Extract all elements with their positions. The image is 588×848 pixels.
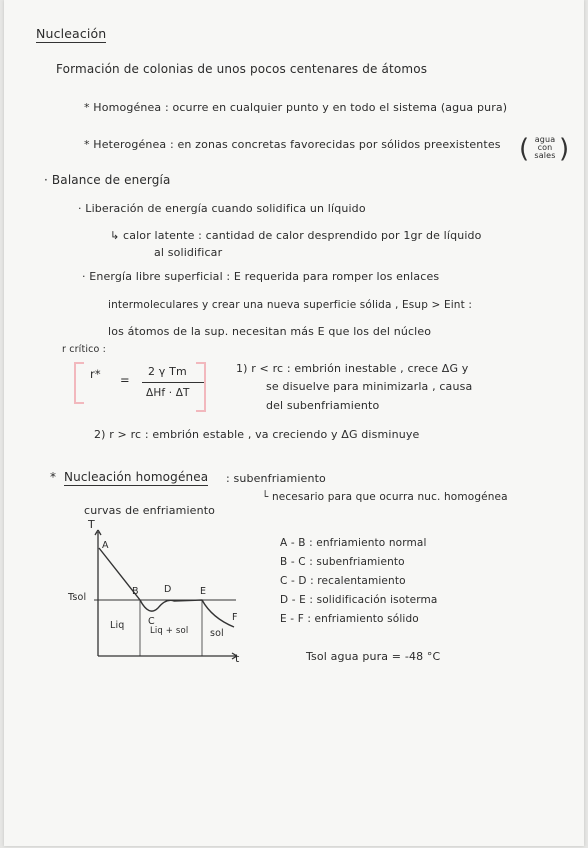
balance-heading: · Balance de energía [44,173,171,187]
case1-line3: del subenfriamiento [266,399,380,412]
y-axis-label: T [88,518,95,531]
legend-ef: E - F : enfriamiento sólido [280,613,419,625]
point-f: F [232,612,238,623]
note-word-1: agua [534,135,556,144]
y-axis-arrow-right [98,530,101,535]
section-bullet: * [50,470,57,484]
point-c: C [148,616,155,627]
heterogenea-definition: * Heterogénea : en zonas concretas favorecidas por sólidos preexistentes [84,138,501,151]
point-e: E [200,586,207,597]
legend-bc: B - C : subenfriamiento [280,556,405,568]
superficial-line1: · Energía libre superficial : E requerida para romper los enlaces [82,270,440,283]
legend-cd: C - D : recalentamiento [280,575,406,587]
case1-line2: se disuelve para minimizarla , causa [266,380,473,393]
x-axis-label: t [235,652,240,665]
formula-equals: = [120,373,130,387]
r-critico-label: r crítico : [62,344,106,355]
tsol-agua-pura: Tsol agua pura = -48 °C [306,650,441,663]
region-liq: Liq [110,620,125,631]
point-d: D [164,584,172,595]
point-b: B [132,586,139,597]
region-sol: sol [210,628,224,639]
formula-highlight-right [196,362,206,412]
legend-de: D - E : solidificación isoterma [280,594,438,606]
legend-ab: A - B : enfriamiento normal [280,537,427,549]
note-right-paren: ) [559,134,570,164]
note-word-2: con [537,143,553,152]
calor-latente-line2: al solidificar [154,246,223,259]
note-left-paren: ( [519,134,530,164]
subenfriamiento-note: └ necesario para que ocurra nuc. homogénea [262,491,508,503]
heterogenea-note [530,136,560,160]
superficial-line2: intermoleculares y crear una nueva superficie sólida , Esup > Eint : [108,299,473,311]
superficial-line3: los átomos de la sup. necesitan más E que los del núcleo [108,325,432,338]
tsol-label: Tsol [68,592,87,603]
case2-line: 2) r > rc : embrión estable , va creciendo y ΔG disminuye [94,428,420,441]
calor-latente-line1: ↳ calor latente : cantidad de calor desprendido por 1gr de líquido [110,229,482,242]
homogenea-heading: Nucleación homogénea [64,470,209,484]
liberacion-line: · Liberación de energía cuando solidifica un líquido [78,202,366,215]
fraction-bar [142,382,204,383]
y-axis-arrow-left [95,530,98,535]
cooling-curve-graph [4,0,584,846]
formula-highlight-left [74,362,84,404]
homogenea-definition: * Homogénea : ocurre en cualquier punto y en todo el sistema (agua pura) [84,101,508,114]
page-title: Nucleación [36,26,107,41]
intro-line: Formación de colonias de unos pocos centenares de átomos [56,62,428,76]
notebook-page [4,0,584,846]
case1-line1: 1) r < rc : embrión inestable , crece ΔG y [236,362,469,375]
subenfriamiento-text: : subenfriamiento [226,472,326,485]
region-liq-sol: Liq + sol [150,626,189,636]
point-a: A [102,540,109,551]
formula-lhs: r* [90,367,101,381]
formula-numerator: 2 γ Tm [148,365,187,378]
curvas-label: curvas de enfriamiento [84,504,216,517]
formula-denominator: ΔHf · ΔT [146,387,190,399]
note-word-3: sales [534,151,556,160]
